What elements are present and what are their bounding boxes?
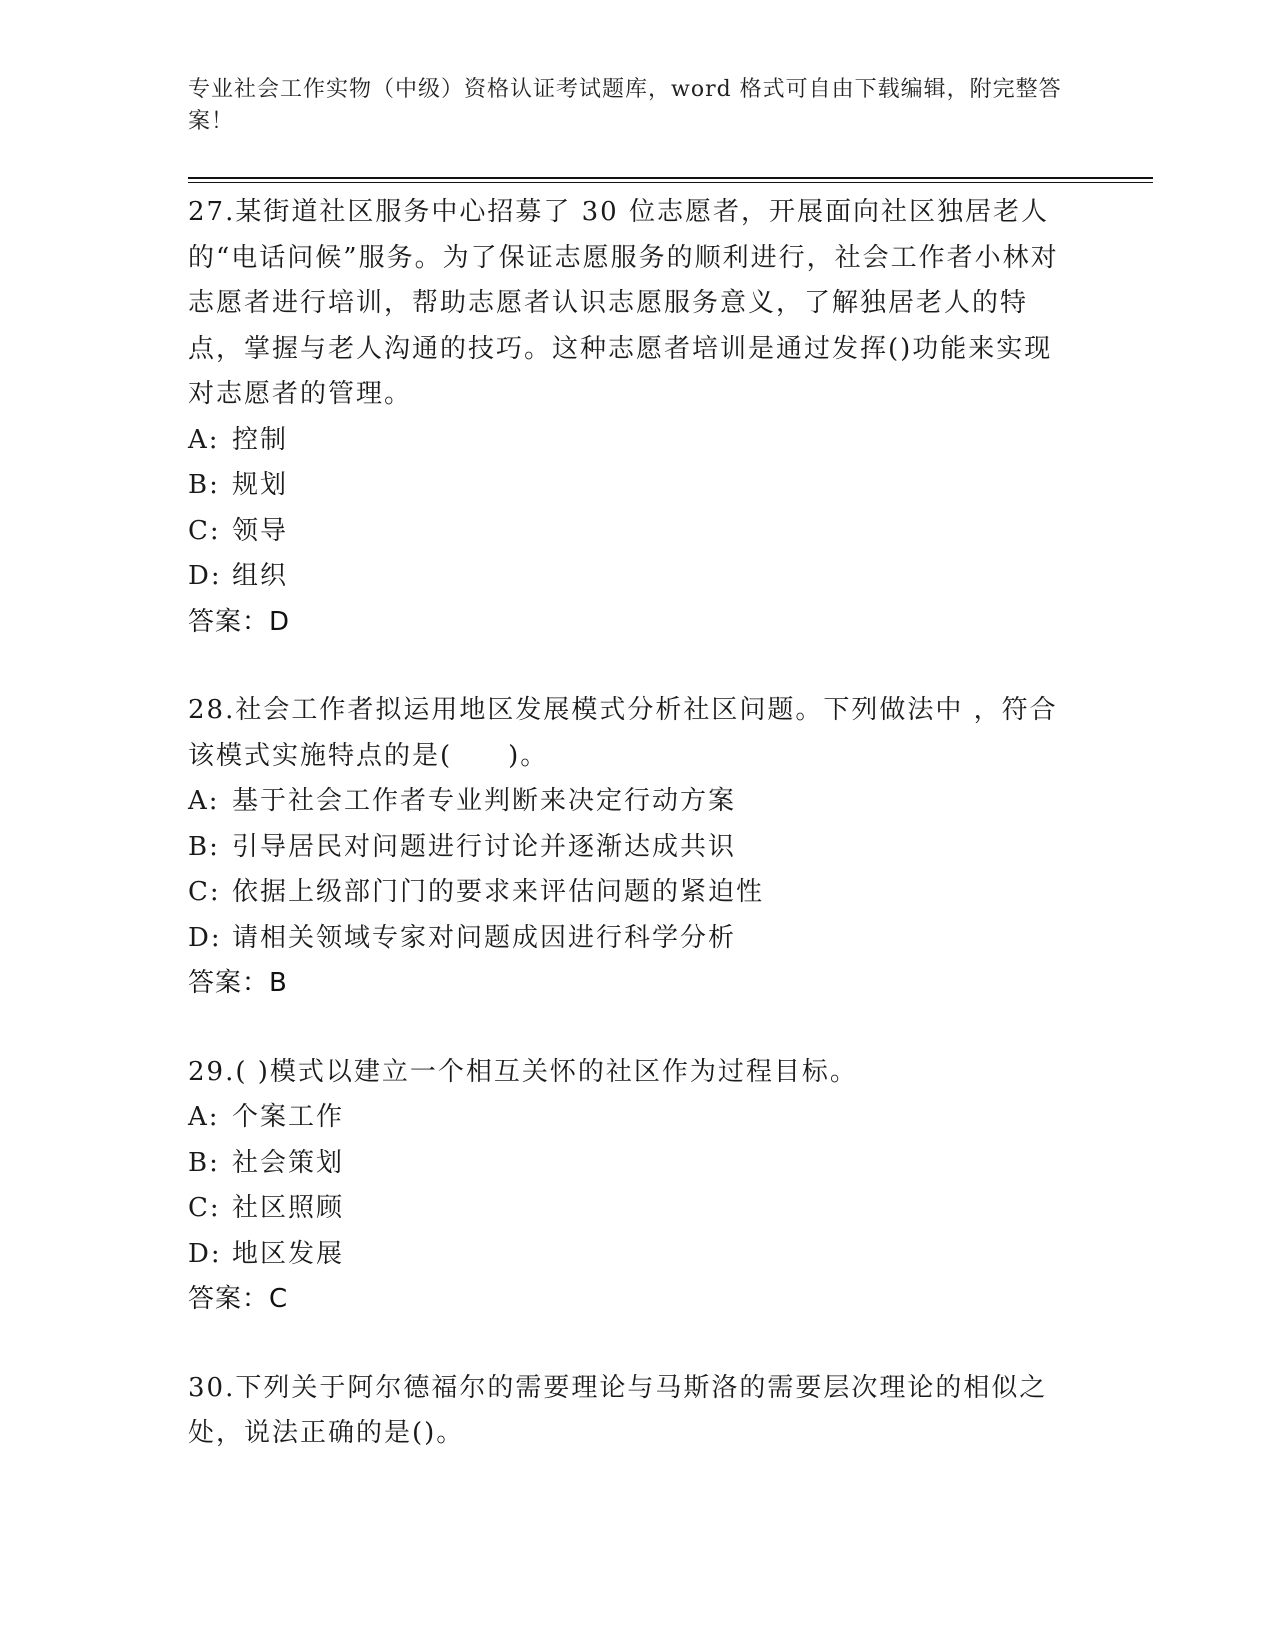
option-letter: B: — [188, 831, 220, 862]
question-gap — [188, 1007, 1068, 1050]
option-letter: C: — [188, 877, 221, 907]
option-letter: B: — [188, 470, 220, 500]
option-d — [188, 1232, 1068, 1278]
answer-line: 答案：D — [188, 606, 291, 637]
document-header: 专业社会工作实物（中级）资格认证考试题库，word 格式可自由下载编辑，附完整答案！ — [188, 77, 1062, 134]
option-letter: A: — [188, 424, 220, 455]
option-letter: D: — [188, 1238, 222, 1269]
option-a — [188, 1095, 1068, 1141]
option-text: 规划 — [232, 470, 289, 500]
question-27 — [188, 190, 1068, 645]
option-letter: C: — [188, 1193, 221, 1223]
option-a — [188, 418, 1068, 464]
option-letter: C: — [188, 515, 221, 546]
option-text: 依据上级部门门的要求来评估问题的紧迫性 — [232, 877, 765, 907]
option-c — [188, 1186, 1068, 1232]
question-29 — [188, 1050, 1068, 1323]
option-c — [188, 509, 1068, 555]
option-text: 基于社会工作者专业判断来决定行动方案 — [232, 786, 737, 816]
question-stem: 28.社会工作者拟运用地区发展模式分析社区问题。下列做法中 ，符合该模式实施特点的是( )。 — [188, 695, 1058, 771]
answer-line: 答案：C — [188, 1284, 289, 1314]
option-d — [188, 916, 1068, 962]
option-c — [188, 870, 1068, 916]
answer-line: 答案：B — [188, 968, 288, 998]
question-30 — [188, 1366, 1068, 1457]
option-letter: B: — [188, 1147, 220, 1178]
question-stem: 30.下列关于阿尔德福尔的需要理论与马斯洛的需要层次理论的相似之处，说法正确的是()。 — [188, 1372, 1048, 1448]
option-text: 引导居民对问题进行讨论并逐渐达成共识 — [232, 831, 737, 862]
option-b — [188, 825, 1068, 871]
option-text: 控制 — [232, 424, 289, 455]
question-gap — [188, 645, 1068, 688]
question-gap — [188, 1323, 1068, 1366]
option-b — [188, 1141, 1068, 1187]
header-divider-thin — [188, 182, 1153, 183]
option-text: 领导 — [232, 515, 289, 546]
option-text: 请相关领域专家对问题成因进行科学分析 — [232, 922, 737, 953]
question-stem: 27.某街道社区服务中心招募了 30 位志愿者，开展面向社区独居老人的“电话问候”服务。为了保证志愿服务的顺利进行，社会工作者小林对志愿者进行培训，帮助志愿者认识志愿服务意义，了解独居老人的特点，掌握与老人沟通的技巧。这种志愿者培训是通过发挥()功能来实现对志愿者的管理。 — [188, 197, 1059, 409]
option-a — [188, 779, 1068, 825]
option-text: 组织 — [232, 561, 289, 591]
option-b — [188, 463, 1068, 509]
question-list — [188, 190, 1068, 1457]
option-letter: D: — [188, 561, 222, 591]
question-28 — [188, 688, 1068, 1007]
option-letter: A: — [188, 1102, 220, 1132]
header-divider-thick — [188, 177, 1153, 179]
option-letter: A: — [188, 786, 220, 816]
option-text: 个案工作 — [232, 1102, 345, 1132]
option-letter: D: — [188, 922, 222, 953]
question-stem: 29.( )模式以建立一个相互关怀的社区作为过程目标。 — [188, 1056, 858, 1087]
option-text: 社区照顾 — [232, 1193, 345, 1223]
option-text: 社会策划 — [232, 1147, 345, 1178]
option-d — [188, 554, 1068, 600]
option-text: 地区发展 — [232, 1238, 345, 1269]
